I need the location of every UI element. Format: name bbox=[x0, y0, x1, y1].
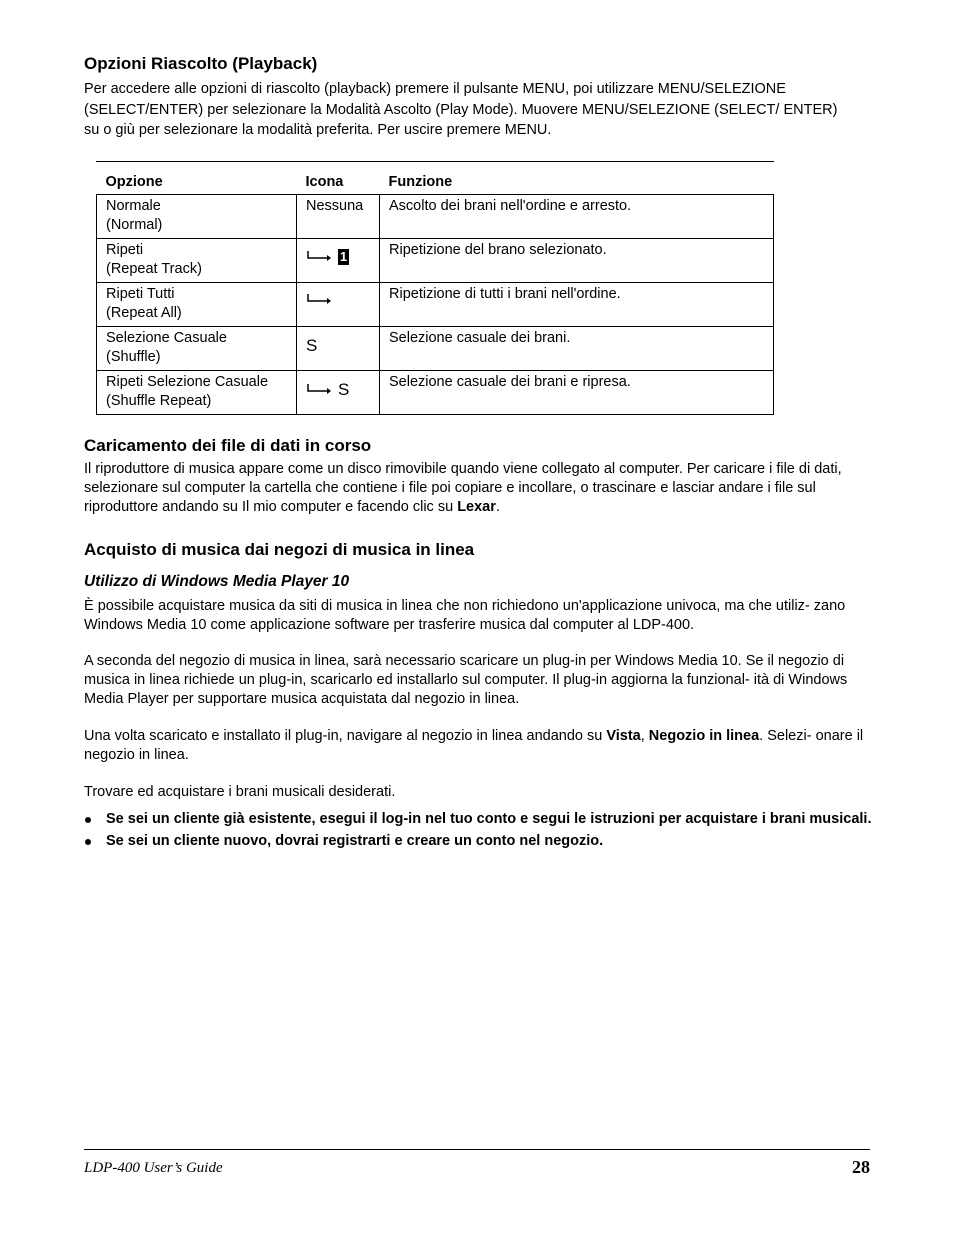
section-title-data-files: Caricamento dei file di dati in corso bbox=[84, 436, 372, 455]
option-cell bbox=[97, 327, 297, 371]
wmp-paragraph-2: A seconda del negozio di musica in linea, sarà necessario scaricare un plug-in per Windows Media 10. Se il negozio di musica in linea richiede un plug-in, scaricarlo ed installarlo sul computer. Il plug-in aggiorna la funzional- ità di Windows Media Player per supportare musica acquistata dal negozio in linea. bbox=[84, 653, 848, 707]
p3-text: Una volta scaricato e installato il plug-in, navigare al negozio in linea andando su bbox=[84, 728, 607, 744]
icon-none-text: Nessuna bbox=[306, 198, 364, 214]
data-files-body bbox=[84, 460, 874, 517]
option-name: Normale bbox=[106, 198, 161, 214]
repeat-one-icon: 1 bbox=[339, 249, 348, 264]
icon-cell bbox=[297, 327, 380, 371]
footer-rule bbox=[84, 1149, 870, 1150]
table-row bbox=[97, 239, 774, 283]
section-title-online-stores: Acquisto di musica dai negozi di musica in linea bbox=[84, 540, 475, 559]
option-name: Ripeti Tutti bbox=[106, 286, 175, 302]
data-files-end: . bbox=[495, 499, 500, 515]
option-cell bbox=[97, 283, 297, 327]
header-function: Funzione bbox=[388, 174, 453, 191]
option-cell bbox=[97, 195, 297, 239]
header-option: Opzione bbox=[105, 174, 163, 191]
option-name: Ripeti Selezione Casuale bbox=[106, 374, 269, 390]
option-name-en: (Repeat Track) bbox=[106, 260, 202, 277]
option-name: Ripeti bbox=[106, 242, 144, 258]
list-item: Se sei un cliente nuovo, dovrai registrarti e creare un conto nel negozio. bbox=[84, 832, 874, 851]
option-cell bbox=[97, 239, 297, 283]
table-row bbox=[97, 195, 774, 239]
section-title-playback: Opzioni Riascolto (Playback) bbox=[84, 54, 318, 73]
table-row bbox=[97, 327, 774, 371]
option-name-en: (Repeat All) bbox=[106, 304, 182, 321]
list-item: Se sei un cliente già esistente, esegui il log-in nel tuo conto e segui le istruzioni per acquistare i brani musicali. bbox=[84, 810, 874, 829]
p3-sep: , bbox=[640, 728, 649, 744]
repeat-arrow-icon bbox=[306, 250, 334, 264]
function-cell: Ascolto dei brani nell'ordine e arresto. bbox=[380, 195, 774, 239]
table-row bbox=[97, 371, 774, 415]
wmp-paragraph-4: Trovare ed acquistare i brani musicali desiderati. bbox=[84, 784, 396, 800]
data-files-text: Il riproduttore di musica appare come un disco rimovibile quando viene collegato al computer. Per caricare i file di dati, selezionare sul computer la cartella che contiene i file poi copiare e incollare, o trascinare e lasciar andare i file sul riproduttore andando su Il mio computer e facendo clic su bbox=[84, 461, 842, 515]
wmp-paragraph-1: È possibile acquistare musica da siti di musica in linea che non richiedono un'applicazione univoca, ma che utiliz- zano Windows Media 10 come applicazione software per trasferire musica dal computer al LDP-400. bbox=[84, 598, 846, 633]
icon-cell bbox=[297, 371, 380, 415]
footer-guide-title: LDP-400 User’s Guide bbox=[84, 1160, 223, 1176]
lexar-label: Lexar bbox=[457, 499, 496, 515]
icon-cell bbox=[297, 195, 380, 239]
function-cell: Ripetizione di tutti i brani nell'ordine. bbox=[380, 283, 774, 327]
shuffle-icon: S bbox=[306, 336, 318, 355]
option-name-en: (Normal) bbox=[106, 216, 163, 233]
repeat-arrow-icon bbox=[306, 383, 334, 397]
option-name: Selezione Casuale bbox=[106, 330, 227, 346]
function-cell: Ripetizione del brano selezionato. bbox=[380, 239, 774, 283]
menu-vista: Vista bbox=[606, 728, 641, 744]
subtitle-wmp10: Utilizzo di Windows Media Player 10 bbox=[84, 573, 350, 590]
table-row bbox=[97, 283, 774, 327]
menu-negozio: Negozio in linea bbox=[648, 728, 760, 744]
p3-end: . Selezi- onare il negozio in linea. bbox=[84, 728, 864, 763]
wmp-paragraph-3 bbox=[84, 727, 874, 765]
option-name-en: (Shuffle Repeat) bbox=[106, 392, 212, 409]
header-icon: Icona bbox=[305, 174, 344, 191]
page-number: 28 bbox=[852, 1157, 870, 1177]
function-cell: Selezione casuale dei brani e ripresa. bbox=[380, 371, 774, 415]
option-cell bbox=[97, 371, 297, 415]
playback-intro: Per accedere alle opzioni di riascolto (playback) premere il pulsante MENU, poi utilizzare MENU/SELEZIONE (SELECT/ENTER) per selezionare la Modalità Ascolto (Play Mode). Muovere MENU/SELEZIONE (SELECT/ ENTER) su o giù per selezionare la modalità preferita. Per uscire premere MENU. bbox=[84, 81, 838, 138]
icon-cell bbox=[297, 239, 380, 283]
table-top-rule bbox=[96, 161, 774, 162]
bullet-list bbox=[84, 810, 874, 854]
repeat-all-icon bbox=[306, 293, 334, 307]
table-header-row bbox=[97, 170, 774, 195]
option-name-en: (Shuffle) bbox=[106, 348, 161, 365]
function-cell: Selezione casuale dei brani. bbox=[380, 327, 774, 371]
icon-cell bbox=[297, 283, 380, 327]
shuffle-repeat-icon: S bbox=[338, 380, 350, 399]
playback-modes-table bbox=[96, 170, 774, 415]
